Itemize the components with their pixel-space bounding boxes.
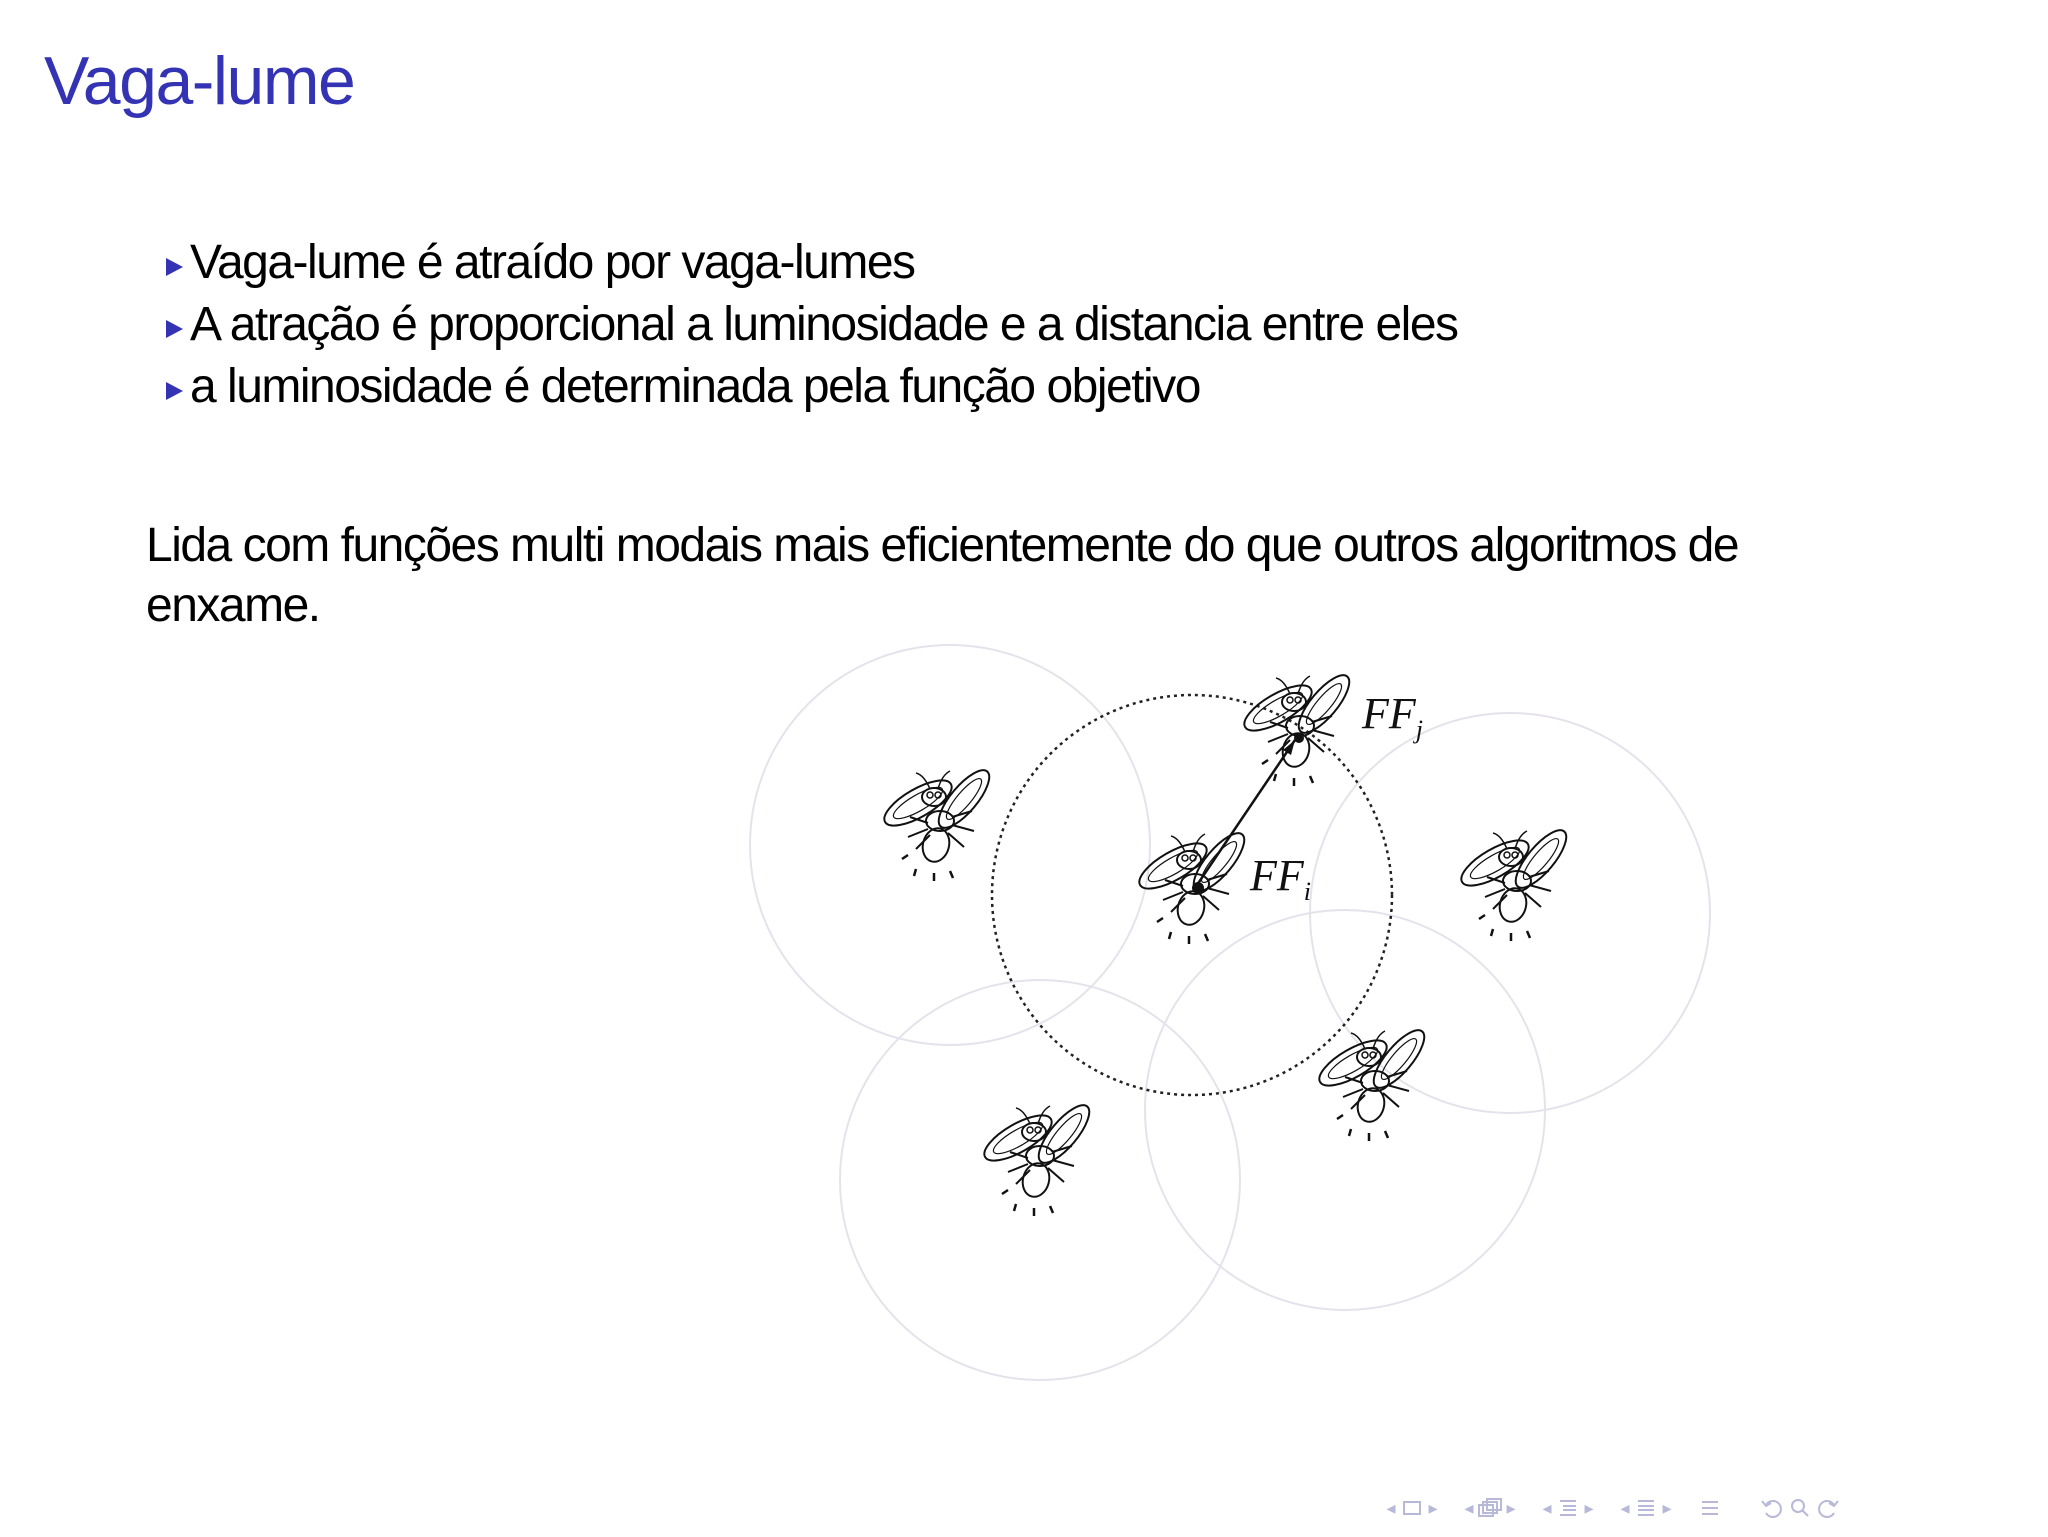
firefly-j-marker	[1294, 733, 1304, 743]
nav-history-group	[1758, 1496, 1842, 1520]
frames-icon[interactable]	[1476, 1496, 1504, 1520]
body-paragraph: Lida com funções multi modais mais eficientemente do que outros algoritmos de enxame.	[146, 519, 1739, 632]
search-icon[interactable]	[1786, 1496, 1814, 1520]
attraction-radius-circle	[992, 695, 1392, 1095]
firefly-icon	[1313, 1023, 1432, 1141]
bullet-triangle-icon	[166, 258, 183, 276]
prev-icon[interactable]: ◂	[1620, 1497, 1630, 1518]
nav-subsection-group	[1540, 1496, 1596, 1520]
frame-next-icon[interactable]: ▸	[1428, 1497, 1438, 1518]
bullet-item	[166, 232, 1458, 294]
firefly-icon	[978, 1098, 1097, 1216]
frame-prev-icon[interactable]: ◂	[1386, 1497, 1396, 1518]
beamer-navigation	[1384, 1488, 1864, 1528]
bullet-triangle-icon	[166, 382, 183, 400]
nav-section-group	[1618, 1496, 1674, 1520]
range-circle	[1145, 910, 1545, 1310]
section-icon[interactable]	[1632, 1496, 1660, 1520]
frame-icon[interactable]	[1398, 1496, 1426, 1520]
next-icon[interactable]: ▸	[1662, 1497, 1672, 1518]
slide-title: Vaga-lume	[44, 43, 355, 119]
list-icon[interactable]	[1696, 1496, 1724, 1520]
next-icon[interactable]: ▸	[1506, 1497, 1516, 1518]
bullet-text: A atração é proporcional a luminosidade e a distancia entre eles	[190, 298, 1458, 351]
bullet-triangle-icon	[166, 320, 183, 338]
label-ff-j: $FF_j$	[1362, 689, 1423, 744]
firefly-j-icon	[1238, 668, 1357, 786]
label-ff-i: $FF_i$	[1250, 851, 1311, 906]
firefly-icon	[878, 763, 997, 881]
firefly-i-marker	[1192, 882, 1204, 894]
bullet-item	[166, 356, 1458, 418]
nav-appendix-group	[1696, 1496, 1724, 1520]
prev-icon[interactable]: ◂	[1464, 1497, 1474, 1518]
firefly-icon	[1455, 823, 1574, 941]
subsection-icon[interactable]	[1554, 1496, 1582, 1520]
bullet-text: a luminosidade é determinada pela função objetivo	[190, 360, 1200, 413]
bullet-text: Vaga-lume é atraído por vaga-lumes	[190, 236, 915, 289]
range-circle	[840, 980, 1240, 1380]
firefly-diagram	[740, 640, 1720, 1400]
next-icon[interactable]: ▸	[1584, 1497, 1594, 1518]
bullet-list	[166, 232, 1458, 418]
prev-icon[interactable]: ◂	[1542, 1497, 1552, 1518]
bullet-item	[166, 294, 1458, 356]
nav-frame-group	[1384, 1496, 1440, 1520]
nav-subsection-frames-group	[1462, 1496, 1518, 1520]
undo-icon[interactable]	[1758, 1496, 1786, 1520]
redo-icon[interactable]	[1814, 1496, 1842, 1520]
